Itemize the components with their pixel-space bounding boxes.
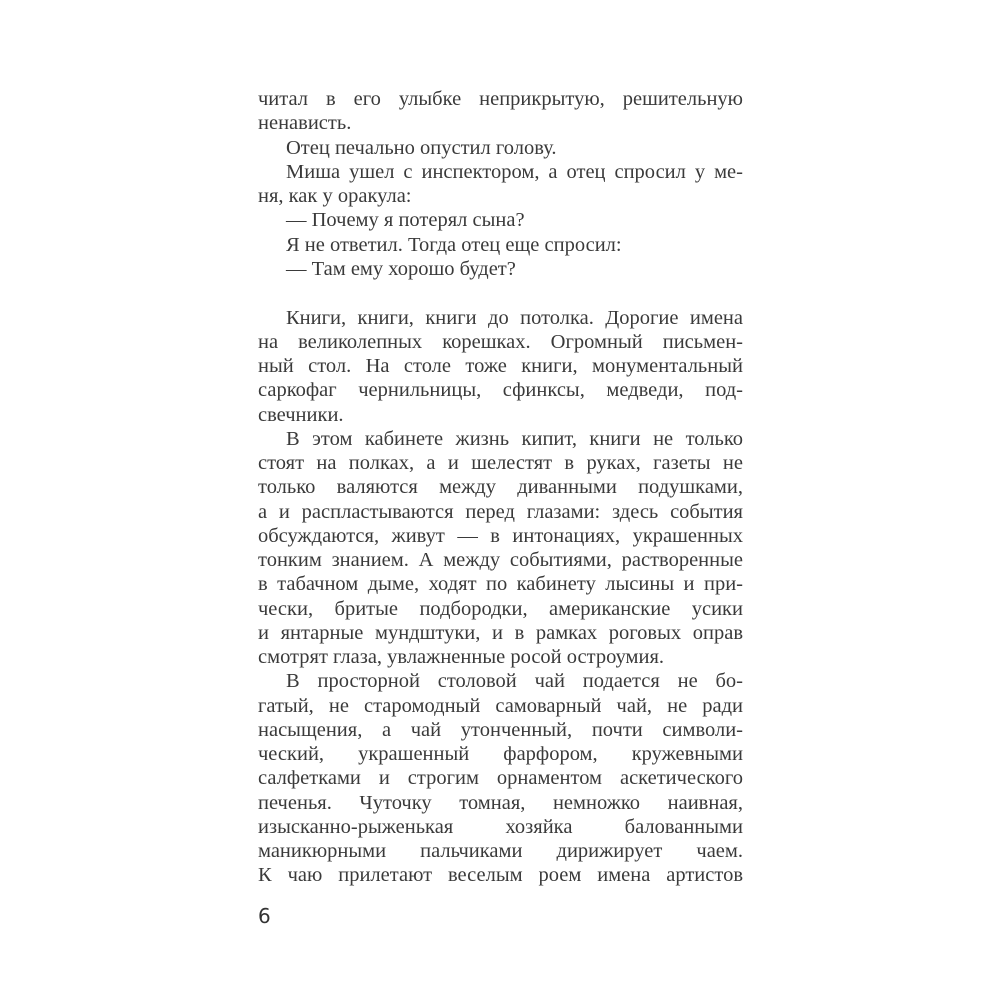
text-line: ня, как у оракула:	[258, 185, 412, 207]
text-line: Я не ответил. Тогда отец еще спросил:	[286, 233, 622, 256]
page-body-text	[258, 87, 743, 888]
text-line: свечники.	[258, 403, 344, 426]
text-line: ческий, украшенный фарфором, кружевными	[258, 743, 743, 765]
text-line: стоят на полках, а и шелестят в руках, газеты не	[258, 452, 743, 474]
text-line: читал в его улыбке неприкрытую, решительную	[258, 88, 743, 110]
text-line: В просторной столовой чай подается не бо-	[286, 670, 743, 693]
text-line: Книги, книги, книги до потолка. Дорогие имена	[286, 306, 743, 329]
text-line: и янтарные мундштуки, и в рамках роговых оправ	[258, 621, 743, 644]
paragraph-gap	[258, 281, 743, 306]
text-line: на великолепных корешках. Огромный письмен-	[258, 330, 743, 353]
text-line: маникюрными пальчиками дирижирует чаем.	[258, 840, 743, 862]
text-line: обсуждаются, живут — в интонациях, украшенных	[258, 524, 743, 547]
text-line: в табачном дыме, ходят по кабинету лысины и при-	[258, 573, 743, 596]
text-line: К чаю прилетают веселым роем имена артистов	[258, 864, 743, 887]
text-line: гатый, не старомодный самоварный чай, не ради	[258, 694, 743, 717]
text-line: саркофаг чернильницы, сфинксы, медведи, под-	[258, 379, 743, 402]
page-number: 6	[258, 904, 271, 928]
text-line: салфетками и строгим орнаментом аскетического	[258, 767, 743, 790]
text-line: только валяются между диванными подушками,	[258, 476, 743, 499]
text-line: — Почему я потерял сына?	[286, 209, 525, 232]
text-line: печенья. Чуточку томная, немножко наивная,	[258, 791, 743, 814]
text-line: насыщения, а чай утонченный, почти символи-	[258, 718, 743, 741]
text-line: Отец печально опустил голову.	[286, 136, 557, 159]
text-line: Миша ушел с инспектором, а отец спросил у ме-	[286, 160, 743, 183]
text-line: — Там ему хорошо будет?	[286, 257, 516, 280]
text-line: чески, бритые подбородки, американские усики	[258, 597, 743, 620]
text-line: смотрят глаза, увлажненные росой остроумия.	[258, 646, 665, 668]
text-line: тонким знанием. А между событиями, растворенные	[258, 549, 743, 571]
text-line: ненависть.	[258, 112, 352, 135]
text-line: а и распластываются перед глазами: здесь события	[258, 500, 743, 523]
text-line: В этом кабинете жизнь кипит, книги не только	[286, 427, 743, 450]
text-line: изысканно-рыженькая хозяйка балованными	[258, 815, 743, 838]
text-line: ный стол. На столе тоже книги, монументальный	[258, 355, 743, 377]
